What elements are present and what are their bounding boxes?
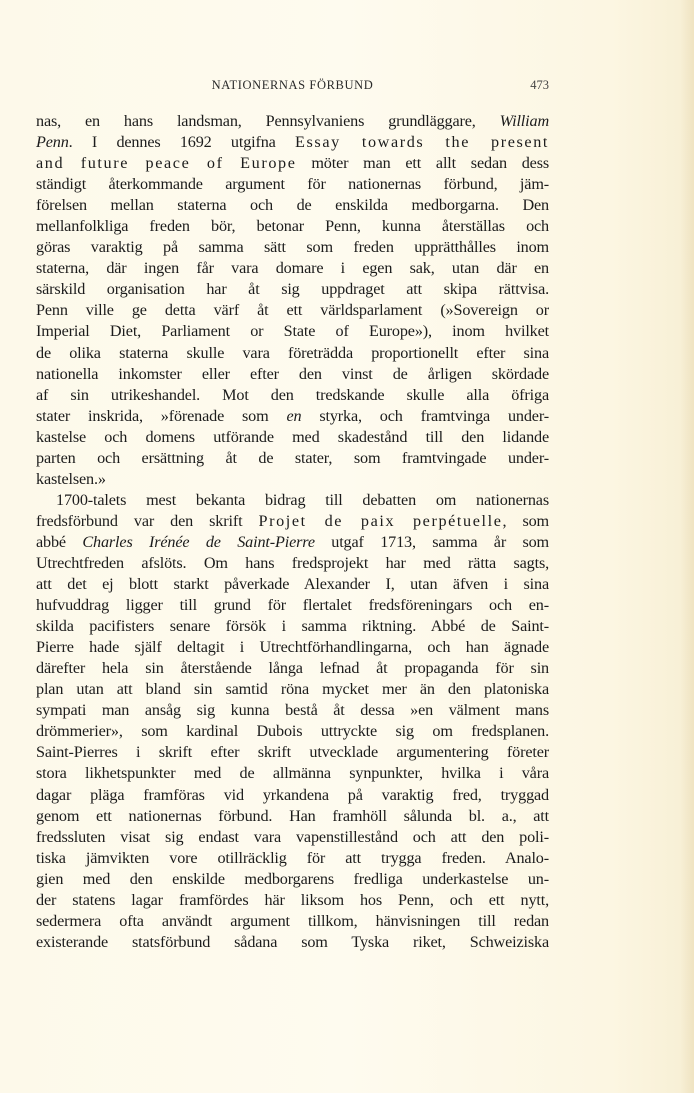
text-segment: Utrechtfreden afslöts. Om hans fredsprojekt har med rätta sagts, (36, 553, 549, 572)
text-segment: möter man ett allt sedan dess (296, 154, 550, 173)
text-segment: Saint-Pierres i skrift efter skrift utvecklade argumentering företer (36, 743, 549, 762)
text-line (36, 574, 549, 595)
text-segment: kastelse och domens utförande med skadestånd till den lidande (36, 427, 549, 446)
text-line (36, 616, 549, 637)
text-line (36, 827, 549, 848)
text-line (36, 679, 549, 700)
text-line (36, 785, 549, 806)
text-segment: staterna, där ingen får vara domare i egen sak, utan där en (36, 259, 549, 278)
text-line (36, 174, 549, 195)
text-line (36, 153, 549, 174)
text-segment: stater inskrida, »förenade som (36, 406, 287, 425)
text-line (36, 321, 549, 342)
text-line (36, 258, 549, 279)
text-line (36, 237, 549, 258)
text-segment: Pierre hade själf deltagit i Utrechtförhandlingarna, och han ägnade (36, 638, 549, 657)
text-segment: tiska jämvikten vore otillräcklig för att trygga freden. Analo- (36, 848, 549, 867)
text-segment: särskild organisation har åt sig uppdraget att skipa rättvisa. (36, 280, 549, 299)
text-segment: att det ej blott starkt påverkade Alexander I, utan äfven i sina (36, 575, 549, 594)
text-line (36, 406, 549, 427)
italic-text: en (286, 406, 302, 425)
text-segment: utgaf 1713, samma år som (314, 532, 549, 551)
text-segment: fredsförbund var den skrift (36, 511, 259, 530)
text-segment: existerande statsförbund sådana som Tyska riket, Schweiziska (36, 932, 549, 951)
text-line (36, 279, 549, 300)
running-head (36, 76, 549, 96)
text-line (36, 343, 549, 364)
text-segment: gien med den enskilde medborgarens fredliga underkastelse un- (36, 869, 549, 888)
text-line (36, 869, 549, 890)
text-segment: abbé (36, 532, 83, 551)
text-line (36, 721, 549, 742)
text-line (36, 553, 549, 574)
text-line (36, 132, 549, 153)
text-line (36, 806, 549, 827)
italic-text: William (499, 112, 549, 130)
text-segment: nas, en hans landsman, Pennsylvaniens grundläggare, (36, 112, 500, 130)
text-segment: . I dennes 1692 utgifna (68, 133, 296, 152)
text-segment: sedermera ofta användt argument tillkom, hänvisningen till redan (36, 911, 549, 930)
text-segment: göras varaktig på samma sätt som freden upprätthålles inom (36, 238, 549, 257)
text-line (36, 448, 549, 469)
text-line (36, 595, 549, 616)
text-line (36, 763, 549, 784)
text-segment: 1700-talets mest bekanta bidrag till debatten om nationernas (56, 490, 549, 509)
text-segment: därefter hela sin återstående långa lefnad åt propaganda för sin (36, 659, 549, 678)
page-edge-shadow (680, 0, 694, 1093)
text-line (36, 490, 549, 511)
spaced-title-text: Projet de paix perpétuelle (258, 511, 503, 530)
text-segment: stora likhetspunkter med de allmänna synpunkter, hvilka i våra (36, 764, 549, 783)
text-line (36, 532, 549, 553)
text-segment: der statens lagar framfördes här liksom hos Penn, och ett nytt, (36, 890, 549, 909)
running-title: NATIONERNAS FÖRBUND (211, 78, 374, 92)
italic-text: Penn (36, 133, 69, 152)
text-line (36, 300, 549, 321)
text-segment: parten och ersättning åt de stater, som framtvingade under- (36, 448, 549, 467)
spaced-title-text: and future peace of Europe (36, 154, 297, 173)
text-line (36, 658, 549, 679)
text-segment: nationella inkomster eller efter den vinst de årligen skördade (36, 364, 549, 383)
text-line (36, 216, 549, 237)
text-segment: mellanfolkliga freden bör, betonar Penn, kunna återställas och (36, 217, 549, 236)
text-segment: , som (502, 511, 549, 530)
text-segment: drömmerier», som kardinal Dubois uttryckte sig om fredsplanen. (36, 722, 549, 741)
text-segment: genom ett nationernas förbund. Han framhöll sålunda bl. a., att (36, 806, 549, 825)
text-segment: förelsen mellan staterna och de enskilda medborgarna. Den (36, 196, 549, 215)
text-line (36, 511, 549, 532)
text-line (36, 932, 549, 953)
text-segment: af sin utrikeshandel. Mot den tredskande skulle alla öfriga (36, 385, 549, 404)
text-segment: kastelsen.» (36, 469, 106, 488)
text-line (36, 848, 549, 869)
text-line (36, 890, 549, 911)
text-line (36, 742, 549, 763)
text-segment: Imperial Diet, Parliament or State of Europe»), inom hvilket (36, 322, 549, 341)
text-line (36, 911, 549, 932)
spaced-title-text: Essay towards the present (295, 133, 549, 152)
text-line (36, 427, 549, 448)
body-text (36, 111, 549, 953)
text-segment: skilda pacifisters senare försök i samma riktning. Abbé de Saint- (36, 617, 549, 636)
text-line (36, 469, 549, 490)
text-segment: Penn ville ge detta värf åt ett världsparlament (»Sovereign or (36, 301, 549, 320)
text-line (36, 637, 549, 658)
text-segment: plan utan att bland sin samtid röna mycket mer än den platoniska (36, 680, 549, 699)
text-segment: styrka, och framtvinga under- (301, 406, 549, 425)
text-line (36, 111, 549, 132)
text-line (36, 385, 549, 406)
text-segment: hufvuddrag ligger till grund för flertalet fredsföreningars och en- (36, 596, 549, 615)
text-segment: ständigt återkommande argument för nationernas förbund, jäm- (36, 175, 549, 194)
text-line (36, 700, 549, 721)
text-segment: de olika staterna skulle vara företrädda proportionellt efter sina (36, 343, 549, 362)
text-line (36, 195, 549, 216)
page-number: 473 (530, 78, 549, 92)
text-line (36, 364, 549, 385)
text-segment: sympati man ansåg sig kunna bestå åt dessa »en välment mans (36, 701, 549, 720)
text-segment: dagar pläga framföras vid yrkandena på varaktig fred, tryggad (36, 785, 549, 804)
italic-text: Charles Irénée de Saint-Pierre (82, 532, 315, 551)
text-segment: fredssluten visat sig endast vara vapenstillestånd och att den poli- (36, 827, 549, 846)
